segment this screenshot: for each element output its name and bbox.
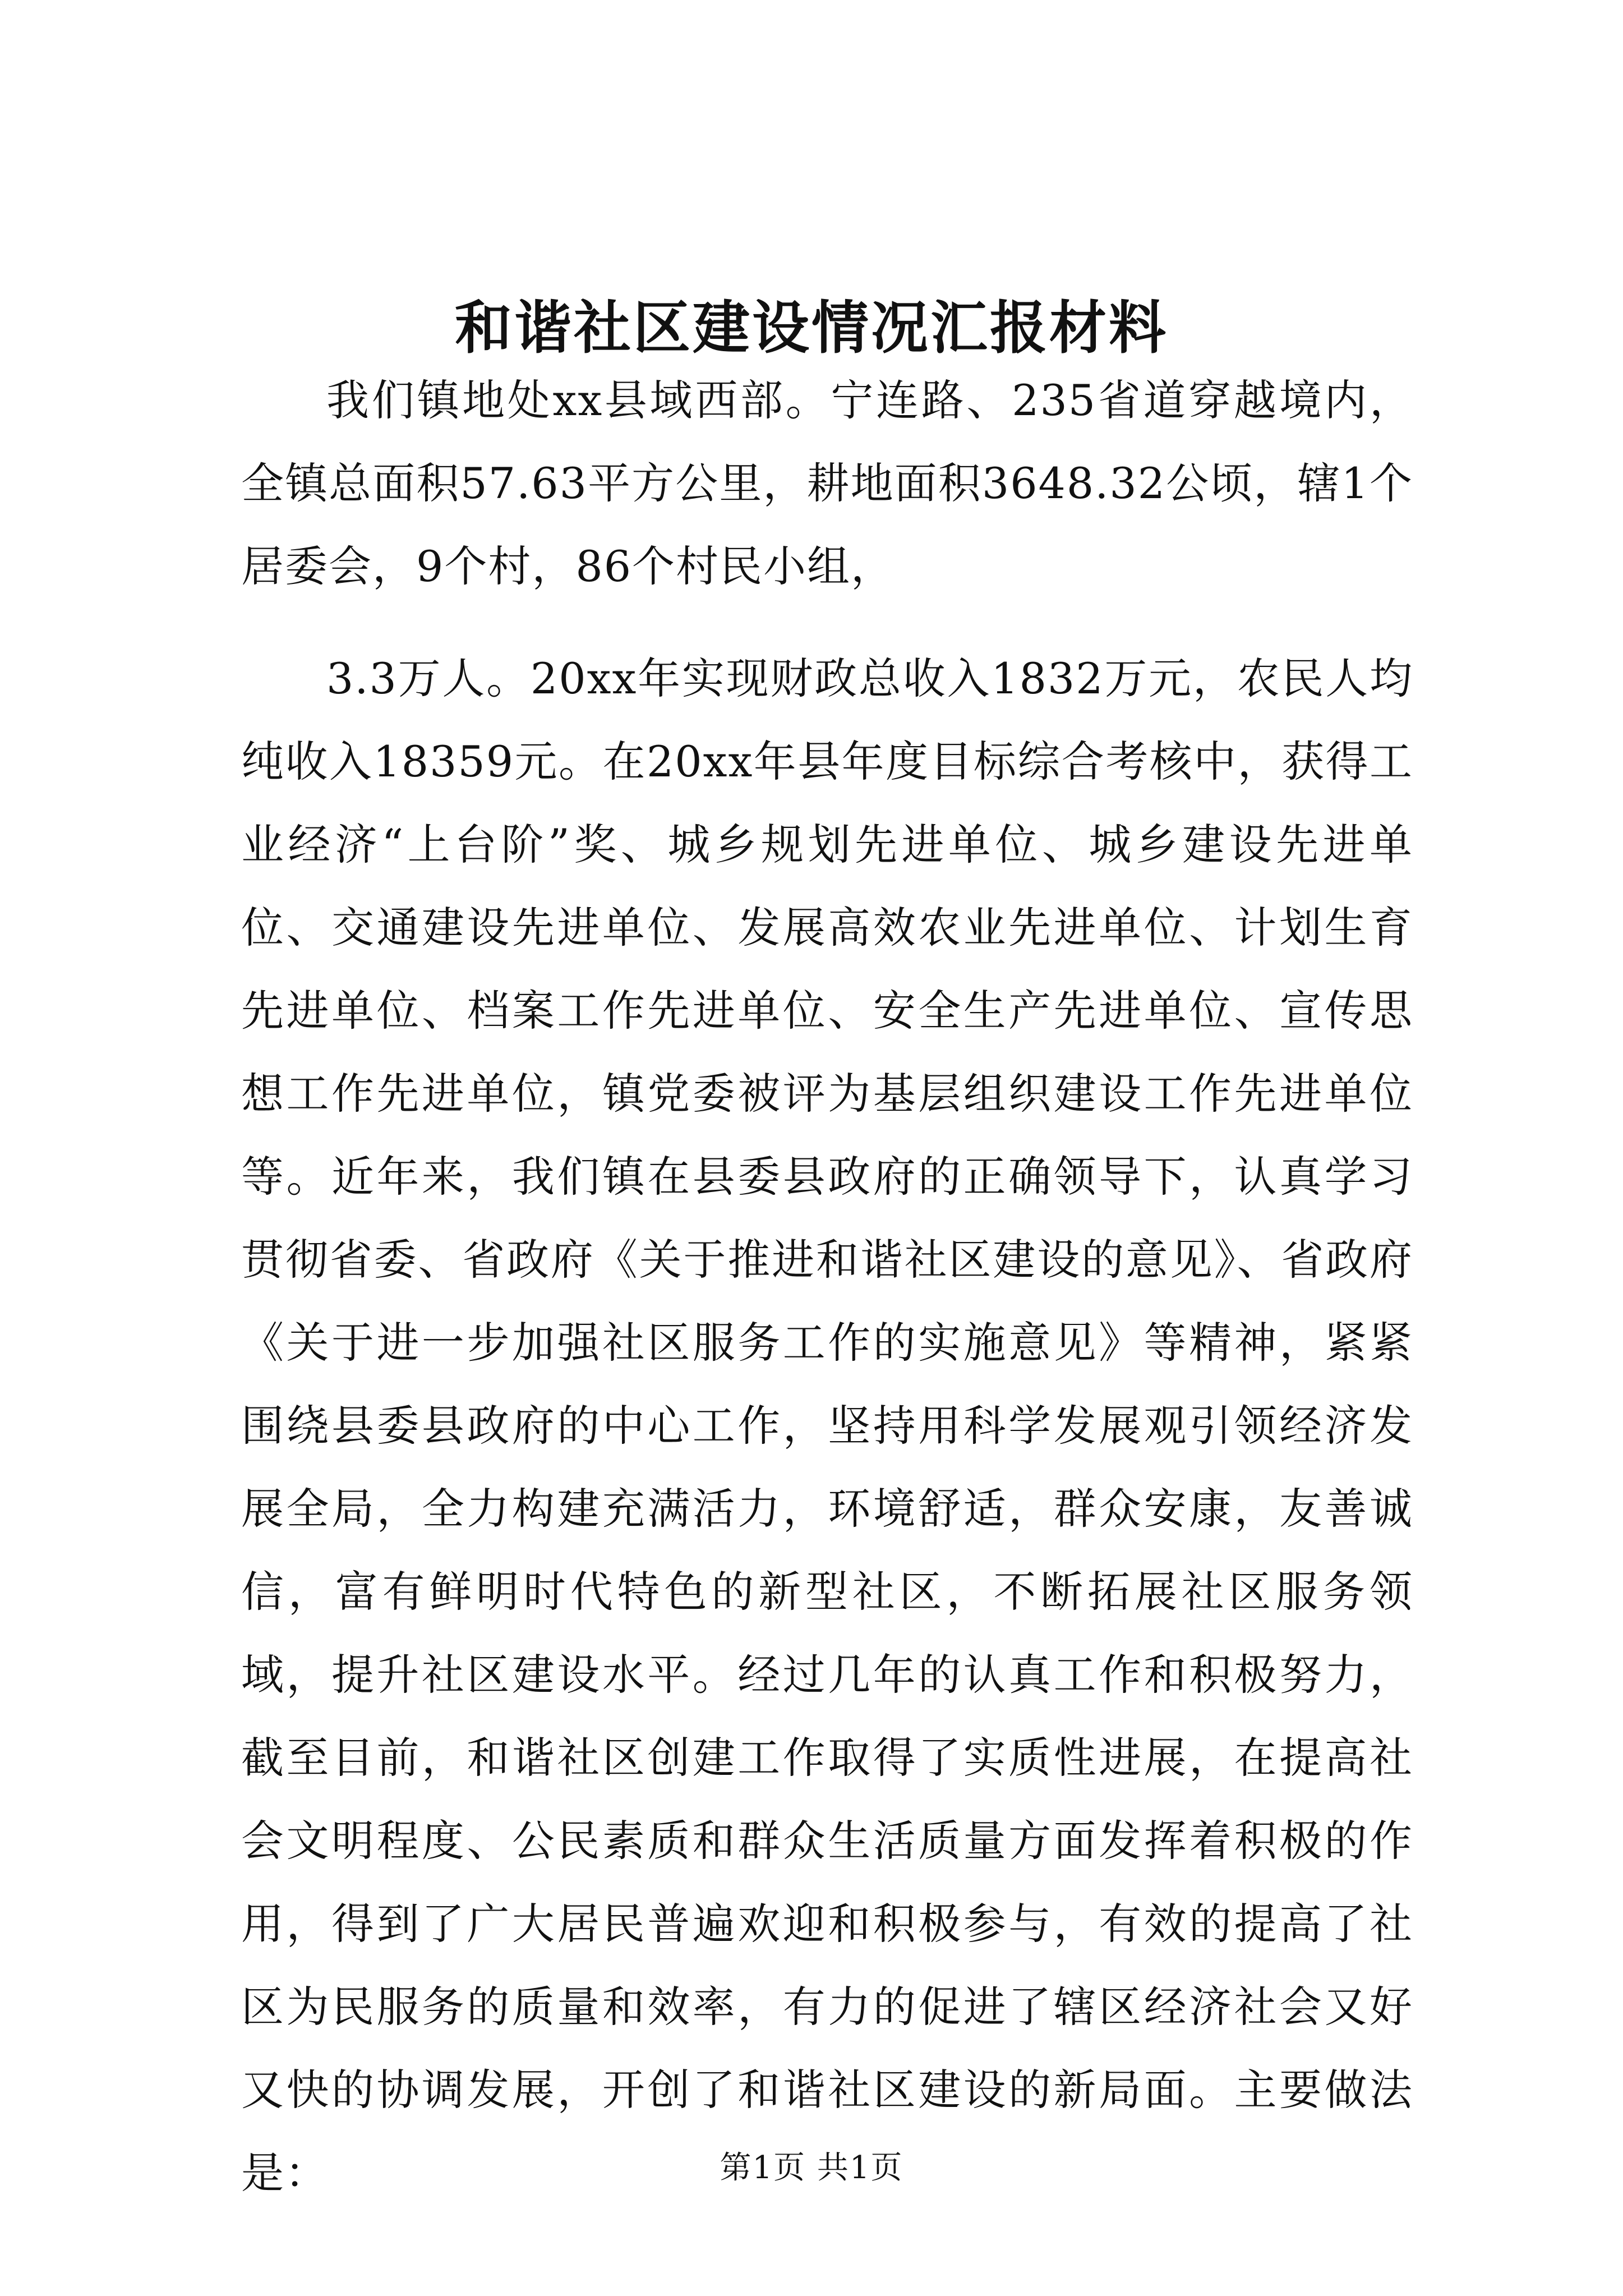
paragraph-1: 我们镇地处xx县域西部。宁连路、235省道穿越境内，全镇总面积57.63平方公里，耕地面积3648.32公顷，辖1个居委会，9个村，86个村民小组， — [241, 375, 1413, 591]
paragraph-2: 3.3万人。20xx年实现财政总收入1832万元，农民人均纯收入18359元。在20xx年县年度目标综合考核中，获得工业经济“上台阶”奖、城乡规划先进单位、城乡建设先进单位、交通建设先进单位、发展高效农业先进单位、计划生育先进单位、档案工作先进单位、安全生产先进单位、宣传思想工作先进单位，镇党委被评为基层组织建设工作先进单位等。近年来，我们镇在县委县政府的正确领导下，认真学习贯彻省委、省政府《关于推进和谐社区建设的意见》、省政府《关于进一步加强社区服务工作的实施意见》等精神，紧紧围绕县委县政府的中心工作，坚持用科学发展观引领经济发展全局，全力构建充满活力，环境舒适，群众安康，友善诚信，富有鲜明时代特色的新型社区，不断拓展社区服务领域，提升社区建设水平。经过几年的认真工作和积极努力，截至目前，和谐社区创建工作取得了实质性进展，在提高社会文明程度、公民素质和群众生活质量方面发挥着积极的作用，得到了广大居民普遍欢迎和积极参与，有效的提高了社区为民服务的质量和效率，有力的促进了辖区经济社会又好又快的协调发展，开创了和谐社区建设的新局面。主要做法是： — [241, 654, 1413, 2198]
page-number-footer: 第1页 共1页 — [720, 2150, 903, 2186]
document-body — [241, 359, 1413, 2215]
document-title: 和谐社区建设情况汇报材料 — [455, 295, 1168, 362]
